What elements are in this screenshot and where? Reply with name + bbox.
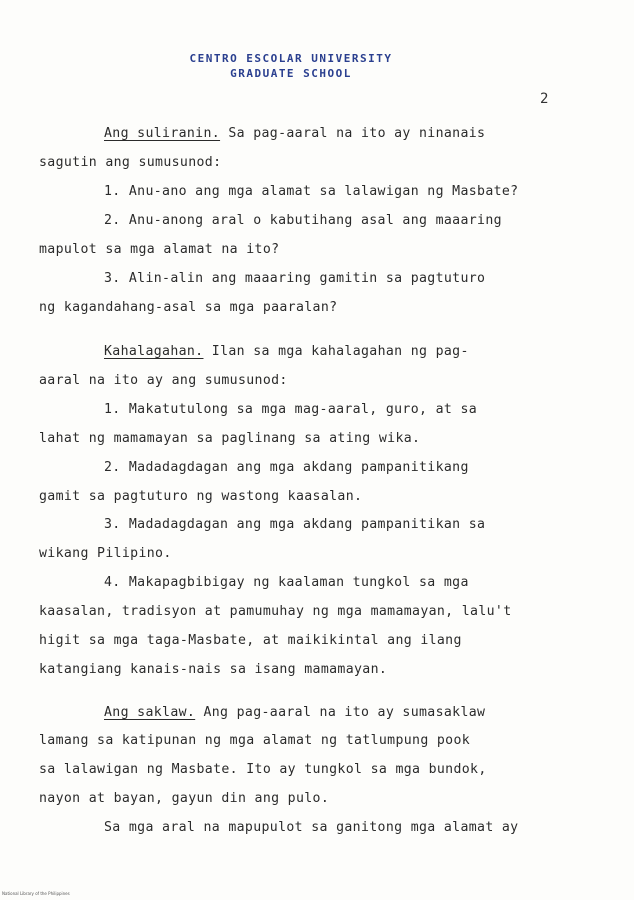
paragraph-line: lamang sa katipunan ng mga alamat ng tatlumpung pook [39, 733, 471, 748]
paragraph-saklaw-line-1: Ang saklaw. Ang pag-aaral na ito ay sumasaklaw [104, 705, 486, 720]
paragraph-suliranin-line-1: Ang suliranin. Sa pag-aaral na ito ay ninanais [104, 126, 486, 141]
list-item: 1. Anu-ano ang mga alamat sa lalawigan ng Masbate? [104, 184, 519, 199]
heading-kahalagahan: Kahalagahan. [104, 344, 204, 359]
paragraph-line: sagutin ang sumusunod: [39, 155, 222, 170]
paragraph-line: Sa mga aral na mapupulot sa ganitong mga alamat ay [104, 820, 519, 835]
header-school: GRADUATE SCHOOL [230, 67, 352, 80]
paragraph-line: mapulot sa mga alamat na ito? [39, 242, 280, 257]
paragraph-line: nayon at bayan, gayun din ang pulo. [39, 791, 330, 806]
paragraph-line: wikang Pilipino. [39, 546, 172, 561]
paragraph-line: sa lalawigan ng Masbate. Ito ay tungkol sa mga bundok, [39, 762, 487, 777]
paragraph-line: aaral na ito ay ang sumusunod: [39, 373, 288, 388]
list-item: 4. Makapagbibigay ng kaalaman tungkol sa mga [104, 575, 469, 590]
paragraph-kahalagahan-line-1: Kahalagahan. Ilan sa mga kahalagahan ng pag- [104, 344, 469, 359]
paragraph-line: lahat ng mamamayan sa paglinang sa ating wika. [39, 431, 421, 446]
paragraph-line: ng kagandahang-asal sa mga paaralan? [39, 300, 338, 315]
paragraph-line: gamit sa pagtuturo ng wastong kaasalan. [39, 489, 363, 504]
header-university: CENTRO ESCOLAR UNIVERSITY [189, 52, 393, 65]
list-item: 3. Alin-alin ang maaaring gamitin sa pagtuturo [104, 271, 486, 286]
heading-suliranin: Ang suliranin. [104, 126, 221, 141]
heading-saklaw: Ang saklaw. [104, 705, 196, 720]
page-number: 2 [540, 91, 549, 107]
list-item: 1. Makatutulong sa mga mag-aaral, guro, at sa [104, 402, 478, 417]
list-item: 3. Madadagdagan ang mga akdang pampanitikan sa [104, 517, 486, 532]
footer-source: National Library of the Philippines [2, 891, 70, 896]
list-item: 2. Anu-anong aral o kabutihang asal ang maaaring [104, 213, 502, 228]
paragraph-line: higit sa mga taga-Masbate, at maikikintal ang ilang [39, 633, 462, 648]
paragraph-line: katangiang kanais-nais sa isang mamamayan. [39, 662, 388, 677]
paragraph-line: kaasalan, tradisyon at pamumuhay ng mga mamamayan, lalu't [39, 604, 512, 619]
list-item: 2. Madadagdagan ang mga akdang pampanitikang [104, 460, 469, 475]
